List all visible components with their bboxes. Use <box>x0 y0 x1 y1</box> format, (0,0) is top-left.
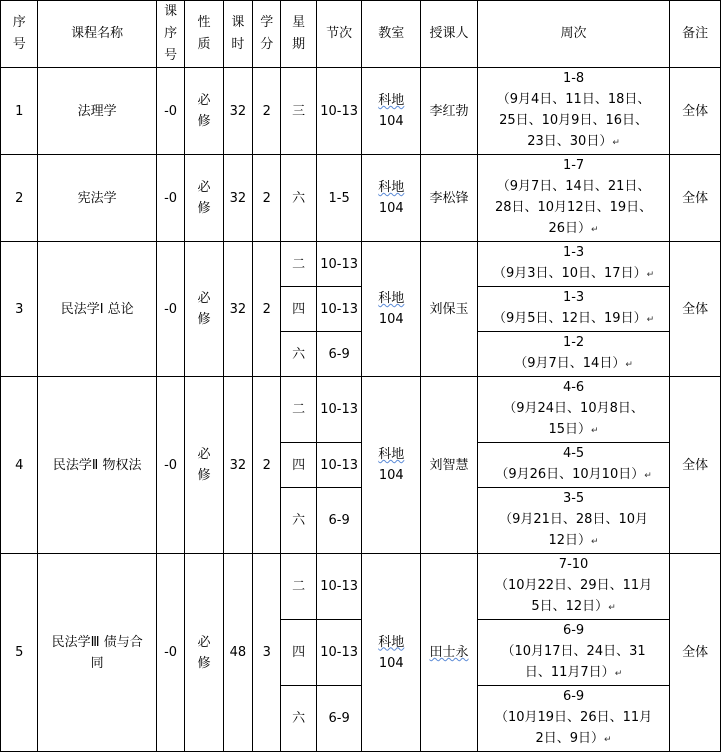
weeks-cell <box>477 242 669 287</box>
nature-cell <box>185 68 223 155</box>
nature-char: 修 <box>197 114 211 129</box>
period-cell <box>316 554 362 620</box>
weeks-cell <box>477 68 669 155</box>
weekday: 四 <box>292 301 306 317</box>
hours-value: 32 <box>229 103 247 119</box>
weeks-line: 28日、10月12日、19日、 <box>494 200 653 215</box>
period: 10-13 <box>320 301 359 317</box>
period-cell <box>316 377 362 443</box>
period: 6-9 <box>328 711 350 726</box>
weeks-cell <box>477 488 669 554</box>
teacher-cell <box>421 68 478 155</box>
weeks-line: 1-3 <box>562 245 585 260</box>
paragraph-mark: ↵ <box>591 537 599 547</box>
table-row <box>1 377 721 443</box>
weekday-cell <box>281 332 316 377</box>
header-course: 课程名称 <box>38 1 156 68</box>
course-name-cell <box>38 377 156 554</box>
weekday-cell <box>281 287 316 332</box>
seq-value: -0 <box>164 645 178 660</box>
period: 6-9 <box>328 513 350 528</box>
nature-char: 修 <box>197 468 211 483</box>
row-no: 2 <box>15 190 24 206</box>
seq-value: -0 <box>164 457 178 473</box>
room-number: 104 <box>378 655 404 671</box>
weeks-line: （9月4日、11日、18日、 <box>496 92 651 107</box>
weeks-line: 6-9 <box>562 689 585 704</box>
weeks-line: 日、11月7日） <box>524 665 615 680</box>
period-cell <box>316 620 362 686</box>
weeks-line: 15日） <box>548 422 592 437</box>
table-row <box>1 155 721 242</box>
hours-cell <box>223 242 252 377</box>
room-name: 科地 <box>378 291 405 306</box>
header-row <box>1 1 721 68</box>
weeks-line: 1-3 <box>562 290 585 305</box>
room-cell <box>362 155 421 242</box>
header-teacher: 授课人 <box>421 1 478 68</box>
header-note: 备注 <box>670 1 721 68</box>
paragraph-mark: ↵ <box>646 315 655 325</box>
period: 10-13 <box>320 402 359 417</box>
course-name-cell <box>38 68 156 155</box>
row-no: 1 <box>15 103 24 119</box>
hours-value: 32 <box>229 457 247 473</box>
credit-value: 2 <box>262 301 271 317</box>
weeks-line: 2日、9日） <box>535 731 605 746</box>
weekday: 四 <box>292 645 306 660</box>
teacher-cell <box>421 242 478 377</box>
header-weekday: 星 期 <box>281 1 316 68</box>
weekday-cell <box>281 620 316 686</box>
credit-cell <box>253 68 281 155</box>
hours-value: 32 <box>229 190 247 206</box>
credit-cell <box>253 155 281 242</box>
paragraph-mark: ↵ <box>614 669 623 679</box>
room-cell <box>362 554 421 752</box>
teacher-cell <box>421 377 478 554</box>
row-no-cell <box>1 242 38 377</box>
credit-cell <box>253 242 281 377</box>
note-cell <box>670 155 721 242</box>
period: 10-13 <box>320 457 359 473</box>
seq-cell <box>156 377 184 554</box>
teacher-cell <box>421 554 478 752</box>
weeks-line: 1-8 <box>562 71 585 86</box>
weeks-cell <box>477 554 669 620</box>
weeks-line: （10月19日、26日、11月 <box>494 710 653 725</box>
weeks-cell <box>477 332 669 377</box>
credit-value: 2 <box>262 457 271 473</box>
weeks-line: 3-5 <box>562 491 585 506</box>
weekday: 六 <box>292 513 306 528</box>
period: 1-5 <box>328 190 350 206</box>
course-name: 法理学 <box>77 103 117 119</box>
room-cell <box>362 242 421 377</box>
weekday-cell <box>281 686 316 752</box>
weeks-line: 6-9 <box>562 623 585 638</box>
nature-cell <box>185 377 223 554</box>
course-name-cell <box>38 155 156 242</box>
course-name: 民法学Ⅱ 物权法 <box>52 457 142 473</box>
teacher-cell <box>421 155 478 242</box>
note: 全体 <box>682 190 709 206</box>
weeks-line: 1-2 <box>562 335 585 350</box>
nature-char: 必 <box>197 447 211 462</box>
room-name: 科地 <box>378 447 405 462</box>
weekday: 六 <box>292 190 306 206</box>
room-number: 104 <box>378 114 404 129</box>
room-name: 科地 <box>378 93 405 108</box>
hours-cell <box>223 68 252 155</box>
credit-cell <box>253 377 281 554</box>
course-name: 民法学Ⅲ 债与合同 <box>51 634 143 671</box>
course-name: 宪法学 <box>77 190 117 206</box>
weeks-cell <box>477 686 669 752</box>
weeks-line: （9月26日、10月10日） <box>495 467 645 482</box>
period: 10-13 <box>320 579 359 594</box>
note-cell <box>670 377 721 554</box>
teacher-name: 李松锋 <box>429 190 469 206</box>
weekday-cell <box>281 377 316 443</box>
weeks-cell <box>477 287 669 332</box>
weeks-line: 4-6 <box>562 380 585 395</box>
period-cell <box>316 155 362 242</box>
note: 全体 <box>682 457 709 473</box>
seq-value: -0 <box>164 103 178 119</box>
paragraph-mark: ↵ <box>591 225 599 235</box>
header-no: 序 号 <box>1 1 38 68</box>
nature-char: 必 <box>197 180 211 195</box>
paragraph-mark: ↵ <box>612 138 620 148</box>
paragraph-mark: ↵ <box>646 270 655 280</box>
room-number: 104 <box>378 468 404 483</box>
paragraph-mark: ↵ <box>608 603 616 613</box>
header-nature: 性 质 <box>185 1 223 68</box>
credit-cell <box>253 554 281 752</box>
weekday: 四 <box>292 457 306 473</box>
weekday: 三 <box>292 103 306 119</box>
period-cell <box>316 332 362 377</box>
weekday-cell <box>281 443 316 488</box>
teacher-name: 刘保玉 <box>429 301 469 317</box>
nature-char: 修 <box>197 312 211 327</box>
period-cell <box>316 488 362 554</box>
weekday-cell <box>281 554 316 620</box>
credit-value: 3 <box>262 645 271 660</box>
course-name-cell <box>38 242 156 377</box>
room-name: 科地 <box>378 634 405 650</box>
period: 10-13 <box>320 256 359 272</box>
weeks-line: （9月7日、14日） <box>514 356 626 371</box>
weeks-line: 5日、12日） <box>531 599 609 614</box>
header-period: 节次 <box>316 1 362 68</box>
room-cell <box>362 68 421 155</box>
weekday: 二 <box>292 402 306 417</box>
seq-value: -0 <box>164 190 178 206</box>
hours-cell <box>223 554 252 752</box>
seq-cell <box>156 68 184 155</box>
weekday: 二 <box>292 256 306 272</box>
weeks-line: 23日、30日） <box>527 134 613 149</box>
nature-cell <box>185 242 223 377</box>
header-credit: 学 分 <box>253 1 281 68</box>
period: 10-13 <box>320 645 359 660</box>
hours-cell <box>223 155 252 242</box>
header-weeks: 周次 <box>477 1 669 68</box>
note: 全体 <box>682 301 709 317</box>
weeks-line: （9月7日、14日、21日、 <box>496 179 651 194</box>
row-no: 5 <box>15 645 24 660</box>
nature-char: 修 <box>197 655 211 671</box>
nature-char: 必 <box>197 634 211 650</box>
weeks-cell <box>477 377 669 443</box>
weeks-cell <box>477 443 669 488</box>
note: 全体 <box>682 645 709 660</box>
row-no-cell <box>1 68 38 155</box>
hours-cell <box>223 377 252 554</box>
header-hours: 课 时 <box>223 1 252 68</box>
hours-value: 32 <box>229 301 247 317</box>
weeks-line: （9月3日、10日、17日） <box>492 266 647 281</box>
weekday: 二 <box>292 579 306 594</box>
weeks-line: 12日） <box>548 533 592 548</box>
room-number: 104 <box>378 201 404 216</box>
seq-value: -0 <box>164 301 178 317</box>
weeks-line: 26日） <box>548 221 592 236</box>
paragraph-mark: ↵ <box>604 735 612 745</box>
course-name-cell <box>38 554 156 752</box>
weeks-line: 25日、10月9日、16日、 <box>499 113 648 128</box>
note: 全体 <box>682 103 709 119</box>
course-name: 民法学Ⅰ 总论 <box>60 301 134 317</box>
credit-value: 2 <box>262 190 271 206</box>
paragraph-mark: ↵ <box>591 426 599 436</box>
weeks-line: （9月5日、12日、19日） <box>492 311 647 326</box>
period: 10-13 <box>320 103 359 119</box>
period-cell <box>316 287 362 332</box>
row-no-cell <box>1 377 38 554</box>
paragraph-mark: ↵ <box>644 471 652 481</box>
weekday-cell <box>281 488 316 554</box>
teacher-name: 李红勃 <box>429 103 469 119</box>
weeks-line: （10月17日、24日、31 <box>501 644 646 659</box>
row-no: 4 <box>15 457 24 473</box>
table-row <box>1 554 721 620</box>
period-cell <box>316 242 362 287</box>
nature-char: 修 <box>197 201 211 216</box>
teacher-name: 田士永 <box>429 645 469 660</box>
weeks-cell <box>477 155 669 242</box>
weeks-line: （9月21日、28日、10月 <box>499 512 648 527</box>
seq-cell <box>156 242 184 377</box>
note-cell <box>670 242 721 377</box>
weekday: 六 <box>292 346 306 362</box>
credit-value: 2 <box>262 103 271 119</box>
row-no-cell <box>1 554 38 752</box>
nature-char: 必 <box>197 93 211 108</box>
weekday: 六 <box>292 711 306 726</box>
weekday-cell <box>281 68 316 155</box>
period: 6-9 <box>328 346 350 362</box>
weeks-line: （9月24日、10月8日、 <box>503 401 644 416</box>
period-cell <box>316 68 362 155</box>
row-no-cell <box>1 155 38 242</box>
note-cell <box>670 68 721 155</box>
paragraph-mark: ↵ <box>625 360 633 370</box>
table-row <box>1 242 721 287</box>
nature-char: 必 <box>197 291 211 306</box>
row-no: 3 <box>15 301 24 317</box>
weeks-line: 4-5 <box>562 446 585 461</box>
period-cell <box>316 443 362 488</box>
room-cell <box>362 377 421 554</box>
room-name: 科地 <box>378 180 405 195</box>
room-number: 104 <box>378 312 404 327</box>
weekday-cell <box>281 155 316 242</box>
header-seq: 课 序 号 <box>156 1 184 68</box>
seq-cell <box>156 554 184 752</box>
weeks-line: 7-10 <box>558 557 589 572</box>
nature-cell <box>185 155 223 242</box>
header-room: 教室 <box>362 1 421 68</box>
table-row <box>1 68 721 155</box>
seq-cell <box>156 155 184 242</box>
weeks-line: 1-7 <box>562 158 585 173</box>
note-cell <box>670 554 721 752</box>
period-cell <box>316 686 362 752</box>
teacher-name: 刘智慧 <box>429 457 469 473</box>
weeks-line: （10月22日、29日、11月 <box>494 578 653 593</box>
weekday-cell <box>281 242 316 287</box>
hours-value: 48 <box>229 645 247 660</box>
weeks-cell <box>477 620 669 686</box>
nature-cell <box>185 554 223 752</box>
